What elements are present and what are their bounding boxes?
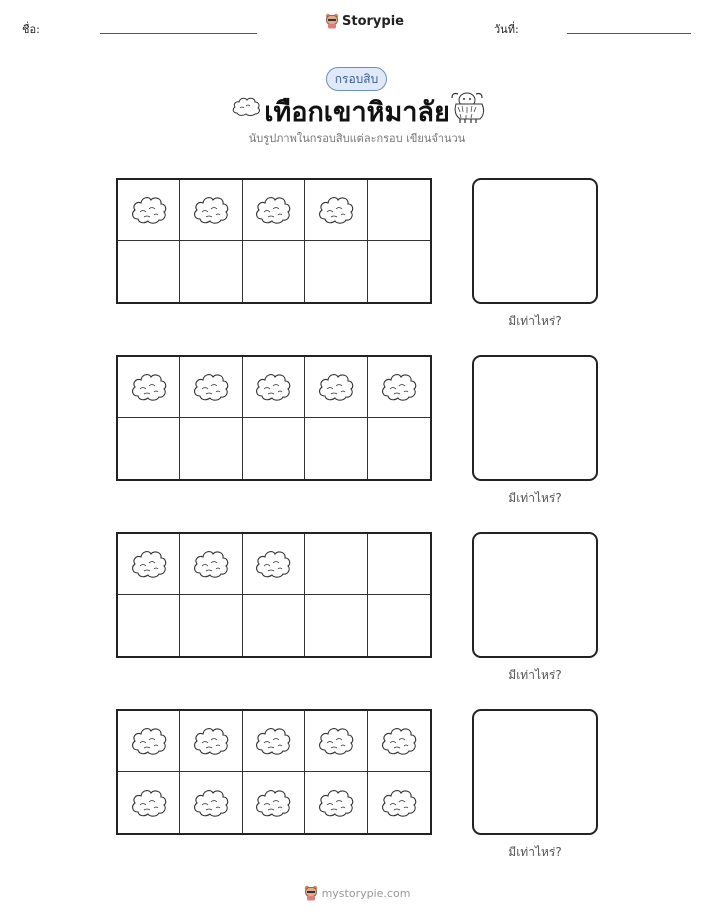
cloud-icon	[316, 724, 356, 758]
frame-cell	[305, 711, 367, 772]
frame-cell	[305, 241, 367, 302]
frame-cell	[305, 534, 367, 595]
frame-cell	[118, 418, 180, 479]
frame-cell	[243, 534, 305, 595]
cloud-icon	[191, 547, 231, 581]
yak-icon	[448, 90, 486, 124]
frame-cell	[180, 534, 242, 595]
answer-box[interactable]	[472, 709, 598, 835]
ten-frame	[116, 178, 432, 304]
frame-cell	[305, 357, 367, 418]
instructions: นับรูปภาพในกรอบสิบแต่ละกรอบ เขียนจำนวน	[248, 132, 466, 145]
name-label: ชื่อ:	[22, 23, 40, 36]
cloud-icon	[253, 724, 293, 758]
footer-site[interactable]: mystorypie.com	[321, 886, 411, 900]
cloud-icon	[129, 370, 169, 404]
cloud-icon	[316, 370, 356, 404]
cloud-icon	[191, 724, 231, 758]
storypie-mascot-icon	[304, 885, 318, 901]
frame-cell	[243, 595, 305, 656]
frame-cell	[118, 241, 180, 302]
page-title: เทือกเขาหิมาลัย	[264, 97, 450, 128]
name-line[interactable]	[100, 33, 257, 34]
frame-cell	[243, 711, 305, 772]
frame-cell	[243, 772, 305, 833]
frame-cell	[368, 357, 430, 418]
frame-cell	[180, 595, 242, 656]
cloud-icon	[129, 724, 169, 758]
cloud-icon	[191, 786, 231, 820]
question-label: มีเท่าไหร่?	[508, 491, 562, 505]
ten-frame	[116, 355, 432, 481]
cloud-icon	[253, 786, 293, 820]
frame-cell	[180, 241, 242, 302]
topic-badge: กรอบสิบ	[326, 67, 387, 91]
ten-frame	[116, 709, 432, 835]
frame-cell	[118, 772, 180, 833]
cloud-icon	[191, 193, 231, 227]
cloud-icon	[253, 547, 293, 581]
question-label: มีเท่าไหร่?	[508, 314, 562, 328]
answer-box[interactable]	[472, 532, 598, 658]
frame-cell	[368, 418, 430, 479]
ten-frame	[116, 532, 432, 658]
frame-cell	[243, 241, 305, 302]
cloud-icon	[316, 193, 356, 227]
frame-cell	[180, 711, 242, 772]
cloud-icon	[129, 786, 169, 820]
frame-cell	[368, 772, 430, 833]
frame-cell	[305, 180, 367, 241]
frame-cell	[243, 418, 305, 479]
frame-cell	[180, 357, 242, 418]
brand-logo	[325, 13, 404, 29]
frame-cell	[118, 711, 180, 772]
frame-cell	[368, 711, 430, 772]
brand-name: Storypie	[342, 13, 404, 29]
frame-cell	[118, 180, 180, 241]
cloud-icon	[191, 370, 231, 404]
frame-cell	[368, 595, 430, 656]
question-label: มีเท่าไหร่?	[508, 668, 562, 682]
frame-cell	[118, 595, 180, 656]
frame-cell	[368, 241, 430, 302]
cloud-icon	[253, 193, 293, 227]
frame-cell	[118, 534, 180, 595]
date-line[interactable]	[567, 33, 691, 34]
cloud-icon	[253, 370, 293, 404]
footer	[0, 885, 714, 901]
frame-cell	[305, 418, 367, 479]
answer-box[interactable]	[472, 355, 598, 481]
cloud-icon	[379, 786, 419, 820]
question-label: มีเท่าไหร่?	[508, 845, 562, 859]
date-label: วันที่:	[494, 23, 519, 36]
frame-cell	[180, 772, 242, 833]
cloud-icon	[129, 547, 169, 581]
cloud-icon	[379, 370, 419, 404]
answer-box[interactable]	[472, 178, 598, 304]
frame-cell	[180, 180, 242, 241]
cloud-icon	[129, 193, 169, 227]
cloud-icon	[316, 786, 356, 820]
cloud-icon	[379, 724, 419, 758]
frame-cell	[243, 357, 305, 418]
frame-cell	[180, 418, 242, 479]
frame-cell	[368, 534, 430, 595]
frame-cell	[243, 180, 305, 241]
frame-cell	[305, 772, 367, 833]
frame-cell	[118, 357, 180, 418]
frame-cell	[305, 595, 367, 656]
storypie-mascot-icon	[325, 13, 339, 29]
frame-cell	[368, 180, 430, 241]
